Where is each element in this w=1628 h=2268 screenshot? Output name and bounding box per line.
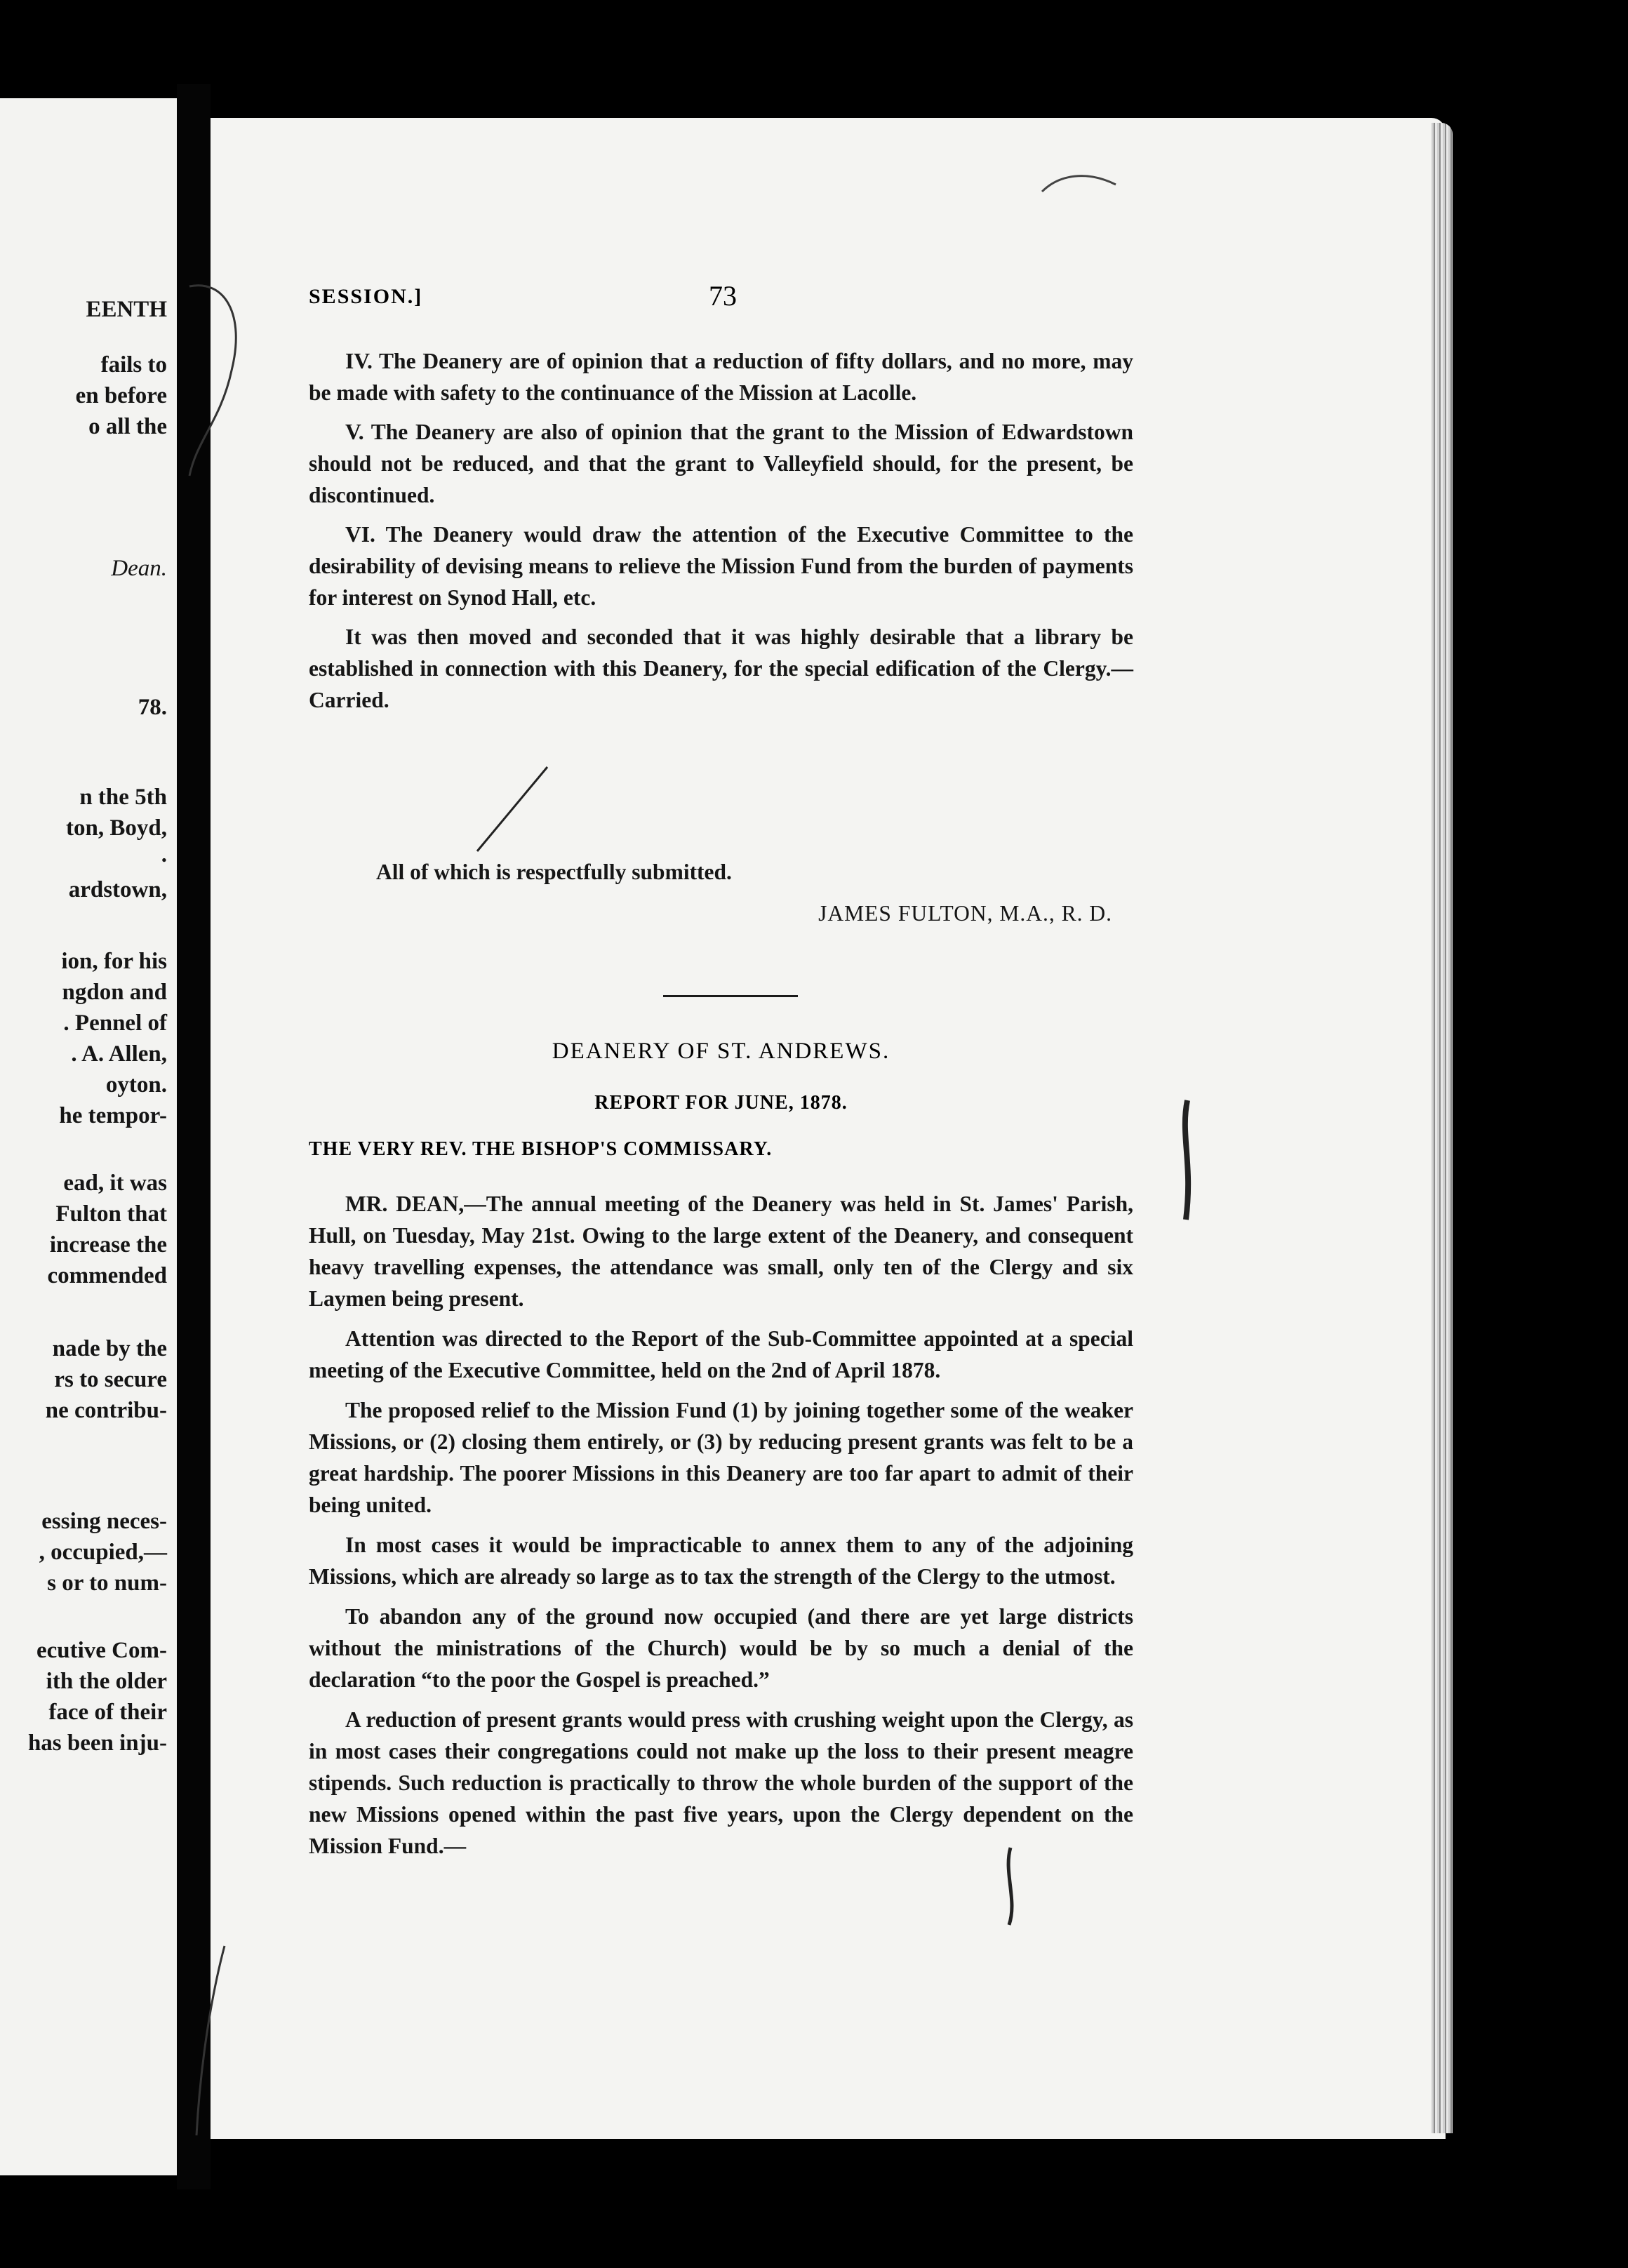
left-line: nade by the	[52, 1336, 167, 1361]
left-line: oyton.	[105, 1072, 167, 1098]
left-line: ne contribu-	[45, 1398, 167, 1423]
section-title: DEANERY OF ST. ANDREWS.	[552, 1039, 890, 1064]
stray-pen-mark	[1039, 167, 1123, 195]
left-line: . A. Allen,	[71, 1041, 167, 1067]
fulton-signoff	[309, 856, 1133, 929]
stray-pen-mark	[1172, 1086, 1200, 1227]
paragraph: It was then moved and seconded that it was highly desirable that a library be established in connection with this Deanery, for the special edification of the Clergy.—Carried.	[309, 625, 1133, 712]
left-line: en before	[75, 383, 167, 408]
signature: JAMES FULTON, M.A., R. D.	[818, 901, 1112, 926]
left-line: rs to secure	[54, 1367, 167, 1392]
left-line: ion, for his	[61, 949, 167, 974]
paragraph: Attention was directed to the Report of the Sub-Committee appointed at a special meeting of the Executive Committee, held on the 2nd of April 1878.	[309, 1326, 1133, 1382]
left-line: ardstown,	[68, 877, 167, 902]
page-edge-stack	[1432, 123, 1453, 2133]
paragraph: V. The Deanery are also of opinion that the grant to the Mission of Edwardstown should not be reduced, and that the grant to Valleyfield should, for the present, be discontinued.	[309, 420, 1133, 507]
left-line: ton, Boyd,	[66, 815, 167, 841]
page-73	[211, 118, 1446, 2139]
paragraph: MR. DEAN,—The annual meeting of the Deanery was held in St. James' Parish, Hull, on Tuesday, May 21st. Owing to the large extent of the Deanery, and consequent heavy travelling expenses, the attendance was small, only ten of the Clergy and six Laymen being present.	[309, 1192, 1133, 1311]
left-line: Fulton that	[55, 1201, 167, 1227]
session-label: SESSION.]	[309, 285, 423, 308]
left-line: has been inju-	[27, 1730, 167, 1756]
st-andrews-report-body	[309, 1188, 1133, 1870]
stray-pen-mark	[470, 763, 554, 855]
paragraph: To abandon any of the ground now occupied (and there are yet large districts without the ministrations of the Church) would be by so much a denial of the declaration “to the poor the Gospel is preached.”	[309, 1604, 1133, 1692]
left-line: n the 5th	[79, 785, 167, 810]
left-line: s or to num-	[47, 1570, 167, 1596]
left-line: commended	[47, 1263, 167, 1288]
left-line: ngdon and	[62, 980, 167, 1005]
paragraph: IV. The Deanery are of opinion that a reduction of fifty dollars, and no more, may be made with safety to the continuance of the Mission at Lacolle.	[309, 349, 1133, 405]
stray-pen-mark	[182, 272, 260, 483]
paragraph: In most cases it would be impracticable to annex them to any of the adjoining Missions, which are already so large as to tax the strength of the Clergy to the utmost.	[309, 1533, 1133, 1589]
left-line: essing neces-	[41, 1509, 167, 1534]
page-number: 73	[709, 280, 737, 312]
paragraph: The proposed relief to the Mission Fund (1) by joining together some of the weaker Missions, or (2) closing them entirely, or (3) by reducing present grants was felt to be a great hardship. The poorer Missions in this Deanery are too far apart to admit of their being united.	[309, 1398, 1133, 1517]
section-divider	[663, 995, 798, 997]
left-line: ead, it was	[63, 1170, 167, 1196]
left-line: .	[161, 842, 167, 867]
addressee-line: THE VERY REV. THE BISHOP'S COMMISSARY.	[309, 1138, 773, 1160]
left-line: increase the	[49, 1232, 167, 1258]
left-line: face of their	[48, 1700, 167, 1725]
left-line: ith the older	[46, 1669, 167, 1694]
left-line: fails to	[100, 352, 167, 378]
left-line: , occupied,—	[39, 1540, 167, 1565]
submitted-line: All of which is respectfully submitted.	[376, 860, 732, 884]
report-date-line: REPORT FOR JUNE, 1878.	[594, 1092, 848, 1114]
previous-page-fragment	[0, 98, 177, 2175]
stray-pen-mark	[182, 1942, 239, 2139]
left-line: ecutive Com-	[36, 1638, 167, 1663]
left-line: Dean.	[111, 556, 167, 581]
left-line: . Pennel of	[63, 1010, 167, 1036]
running-header	[309, 279, 1133, 321]
left-line: 78.	[138, 695, 167, 720]
paragraph: VI. The Deanery would draw the attention of the Executive Committee to the desirability of devising means to relieve the Mission Fund from the burden of payments for interest on Synod Hall, etc.	[309, 522, 1133, 610]
left-line: EENTH	[86, 297, 167, 322]
paragraph: A reduction of present grants would press with crushing weight upon the Clergy, as in most cases their congregations could not make up the loss to their present meagre stipends. Such reduction is practically to throw the whole burden of the support of the new Missions opened within the past five years, upon the Clergy dependent on the Mission Fund.—	[309, 1707, 1133, 1858]
fulton-report-body	[309, 345, 1133, 723]
left-line: he tempor-	[59, 1103, 167, 1128]
left-line: o all the	[88, 414, 167, 439]
